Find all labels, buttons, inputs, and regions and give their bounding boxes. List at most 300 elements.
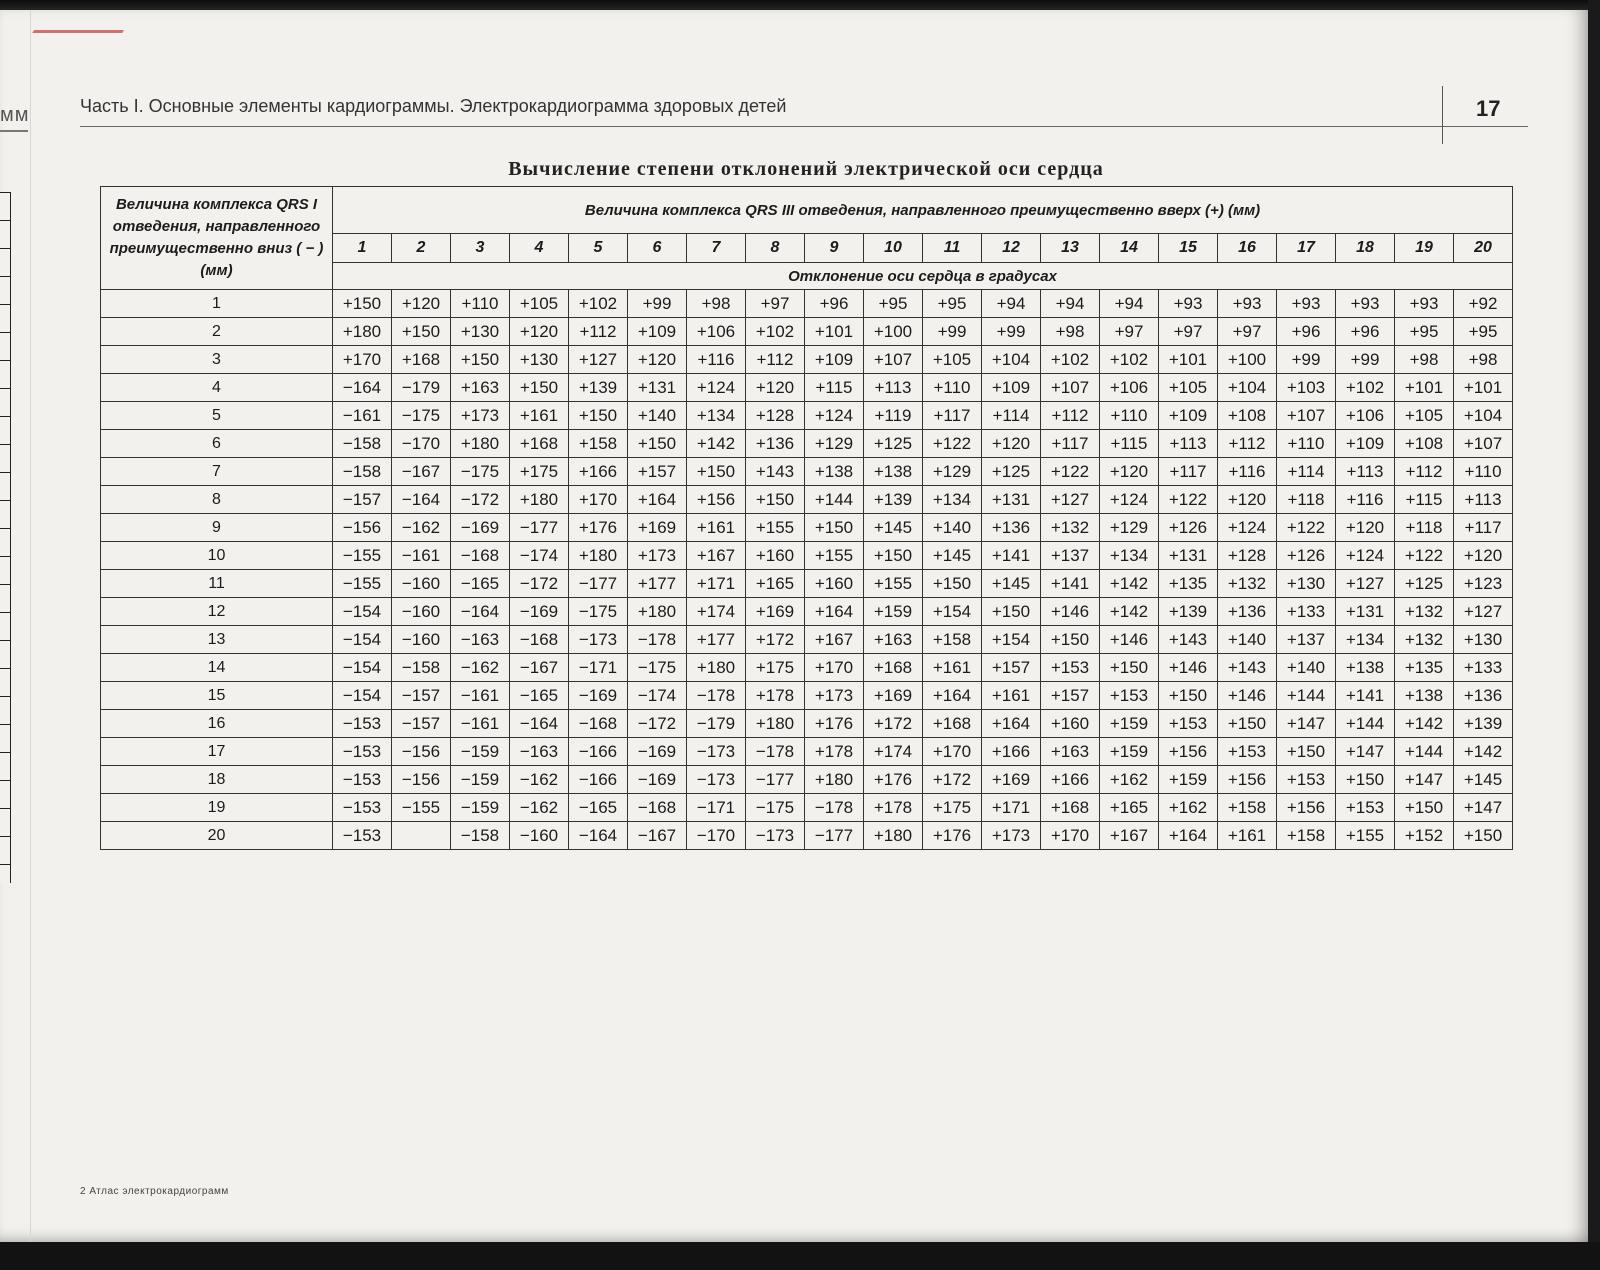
table-cell: −173	[746, 822, 805, 850]
table-cell: +138	[805, 458, 864, 486]
table-cell: +93	[1395, 290, 1454, 318]
table-cell: +170	[923, 738, 982, 766]
table-cell: +96	[805, 290, 864, 318]
table-cell: −154	[333, 598, 392, 626]
table-cell: +141	[1041, 570, 1100, 598]
row-label: 15	[101, 682, 333, 710]
table-cell: +113	[1454, 486, 1513, 514]
table-cell: +164	[923, 682, 982, 710]
table-cell: +150	[982, 598, 1041, 626]
column-number-header: 14	[1100, 234, 1159, 263]
table-cell: +170	[805, 654, 864, 682]
table-cell: +129	[805, 430, 864, 458]
table-cell: +127	[569, 346, 628, 374]
table-cell: +168	[864, 654, 923, 682]
table-cell: +145	[982, 570, 1041, 598]
table-cell: +177	[628, 570, 687, 598]
table-cell: +93	[1218, 290, 1277, 318]
table-cell: +98	[1395, 346, 1454, 374]
row-label: 16	[101, 710, 333, 738]
table-cell: −175	[392, 402, 451, 430]
table-cell: +96	[1336, 318, 1395, 346]
table-cell: +136	[982, 514, 1041, 542]
table-cell: +110	[923, 374, 982, 402]
table-cell: +105	[1159, 374, 1218, 402]
table-cell: +168	[392, 346, 451, 374]
table-cell: +176	[923, 822, 982, 850]
table-cell: −175	[569, 598, 628, 626]
table-cell: −156	[392, 766, 451, 794]
table-cell: +176	[864, 766, 923, 794]
table-cell: +108	[1218, 402, 1277, 430]
table-cell: −168	[451, 542, 510, 570]
row-label: 11	[101, 570, 333, 598]
table-cell: +150	[628, 430, 687, 458]
table-cell: +134	[923, 486, 982, 514]
table-cell: +150	[805, 514, 864, 542]
table-cell: +107	[1277, 402, 1336, 430]
table-cell: +139	[1159, 598, 1218, 626]
table-cell: +140	[1277, 654, 1336, 682]
row-label: 9	[101, 514, 333, 542]
table-cell: +142	[1100, 598, 1159, 626]
table-row	[101, 486, 1513, 514]
table-cell: +120	[746, 374, 805, 402]
table-cell: −164	[333, 374, 392, 402]
table-cell: +122	[923, 430, 982, 458]
column-number-header: 4	[510, 234, 569, 263]
table-cell: +102	[1100, 346, 1159, 374]
table-cell: +147	[1395, 766, 1454, 794]
table-cell: −160	[510, 822, 569, 850]
table-cell: +156	[687, 486, 746, 514]
table-cell: +141	[1336, 682, 1395, 710]
table-cell: +123	[1454, 570, 1513, 598]
table-cell: +136	[1454, 682, 1513, 710]
table-cell: −155	[333, 570, 392, 598]
table-cell: +96	[1277, 318, 1336, 346]
table-cell: +137	[1041, 542, 1100, 570]
table-cell: +130	[1454, 626, 1513, 654]
table-cell: +145	[864, 514, 923, 542]
table-cell: +124	[805, 402, 864, 430]
table-cell: +153	[1336, 794, 1395, 822]
table-cell: +155	[746, 514, 805, 542]
column-number-header: 20	[1454, 234, 1513, 263]
table-row	[101, 430, 1513, 458]
table-cell: +178	[864, 794, 923, 822]
table-cell: +157	[982, 654, 1041, 682]
table-cell: −157	[333, 486, 392, 514]
table-cell: +99	[923, 318, 982, 346]
table-cell: −157	[392, 710, 451, 738]
table-cell: +94	[982, 290, 1041, 318]
table-cell: −169	[569, 682, 628, 710]
table-row	[101, 514, 1513, 542]
table-cell: −164	[451, 598, 510, 626]
table-cell: +110	[451, 290, 510, 318]
table-cell: +101	[1159, 346, 1218, 374]
table-cell: +170	[1041, 822, 1100, 850]
table-cell: +150	[746, 486, 805, 514]
table-cell: +150	[510, 374, 569, 402]
table-cell: +166	[569, 458, 628, 486]
table-cell: +124	[1100, 486, 1159, 514]
table-cell: +97	[1100, 318, 1159, 346]
row-label: 18	[101, 766, 333, 794]
table-cell: +128	[746, 402, 805, 430]
table-row	[101, 654, 1513, 682]
table-cell: +117	[923, 402, 982, 430]
table-row	[101, 710, 1513, 738]
table-title: Вычисление степени отклонений электрической оси сердца	[508, 158, 1104, 180]
table-cell: +158	[1277, 822, 1336, 850]
table-cell: +120	[982, 430, 1041, 458]
column-number-header: 6	[628, 234, 687, 263]
table-cell: +173	[805, 682, 864, 710]
table-cell: −173	[687, 766, 746, 794]
table-cell: −154	[333, 626, 392, 654]
table-cell: −177	[746, 766, 805, 794]
table-cell: +180	[687, 654, 746, 682]
table-cell: +180	[864, 822, 923, 850]
table-cell: +153	[1159, 710, 1218, 738]
table-cell: −158	[333, 458, 392, 486]
table-cell: +180	[628, 598, 687, 626]
table-cell: +150	[1277, 738, 1336, 766]
table-cell: +110	[1277, 430, 1336, 458]
table-cell: −160	[392, 626, 451, 654]
table-cell: +147	[1277, 710, 1336, 738]
table-cell: +120	[1454, 542, 1513, 570]
table-cell: +126	[1159, 514, 1218, 542]
table-cell: +129	[1100, 514, 1159, 542]
header-vertical-rule	[1442, 86, 1443, 144]
table-cell: +102	[1041, 346, 1100, 374]
table-cell: +104	[1218, 374, 1277, 402]
table-cell: +144	[805, 486, 864, 514]
table-cell: +146	[1218, 682, 1277, 710]
table-cell: +172	[923, 766, 982, 794]
table-row	[101, 542, 1513, 570]
previous-page-rule	[0, 130, 28, 132]
table-cell: +150	[1336, 766, 1395, 794]
table-cell: −157	[392, 682, 451, 710]
table-cell: +137	[1277, 626, 1336, 654]
table-cell: +134	[1100, 542, 1159, 570]
table-cell: +94	[1041, 290, 1100, 318]
table-cell: −168	[569, 710, 628, 738]
column-number-header: 10	[864, 234, 923, 263]
table-cell: +152	[1395, 822, 1454, 850]
table-cell: −162	[392, 514, 451, 542]
table-cell: −161	[333, 402, 392, 430]
table-cell: −177	[569, 570, 628, 598]
table-cell: +180	[805, 766, 864, 794]
table-cell: +142	[687, 430, 746, 458]
table-cell: +140	[628, 402, 687, 430]
table-cell: +100	[864, 318, 923, 346]
table-cell: +171	[982, 794, 1041, 822]
table-cell: +127	[1336, 570, 1395, 598]
row-label: 5	[101, 402, 333, 430]
table-cell: −153	[333, 738, 392, 766]
table-cell: +107	[1041, 374, 1100, 402]
table-cell: −170	[687, 822, 746, 850]
table-cell: −178	[805, 794, 864, 822]
table-cell: +107	[864, 346, 923, 374]
page-number: 17	[1476, 96, 1501, 121]
row-label: 3	[101, 346, 333, 374]
table-cell: +105	[923, 346, 982, 374]
table-cell: +142	[1395, 710, 1454, 738]
table-cell: +95	[923, 290, 982, 318]
table-cell: +153	[1100, 682, 1159, 710]
table-cell: +117	[1159, 458, 1218, 486]
table-cell: +112	[569, 318, 628, 346]
table-cell: −169	[451, 514, 510, 542]
table-cell: +109	[628, 318, 687, 346]
table-cell: +147	[1336, 738, 1395, 766]
table-cell: +141	[982, 542, 1041, 570]
table-cell: +175	[923, 794, 982, 822]
table-cell: −179	[392, 374, 451, 402]
table-cell: +150	[1041, 626, 1100, 654]
table-cell: +164	[628, 486, 687, 514]
table-cell: +163	[864, 626, 923, 654]
table-cell: +174	[687, 598, 746, 626]
table-cell: −155	[333, 542, 392, 570]
table-cell: +134	[687, 402, 746, 430]
table-cell: +98	[1041, 318, 1100, 346]
table-cell: −167	[628, 822, 687, 850]
table-cell: −173	[569, 626, 628, 654]
table-cell: +146	[1100, 626, 1159, 654]
row-label: 20	[101, 822, 333, 850]
table-cell: −168	[628, 794, 687, 822]
red-corner-mark	[32, 20, 130, 33]
table-cell: +97	[746, 290, 805, 318]
table-cell: +173	[982, 822, 1041, 850]
table-cell: +115	[805, 374, 864, 402]
table-cell: −167	[392, 458, 451, 486]
table-cell: +144	[1336, 710, 1395, 738]
table-cell: +150	[451, 346, 510, 374]
table-cell: +119	[864, 402, 923, 430]
column-number-header: 13	[1041, 234, 1100, 263]
table-cell: +164	[1159, 822, 1218, 850]
table-cell: −171	[687, 794, 746, 822]
table-cell: −164	[569, 822, 628, 850]
row-label: 1	[101, 290, 333, 318]
table-cell: +160	[746, 542, 805, 570]
table-cell: +112	[1041, 402, 1100, 430]
table-cell: +175	[746, 654, 805, 682]
table-cell: −158	[333, 430, 392, 458]
table-cell: +131	[1336, 598, 1395, 626]
table-cell: +168	[1041, 794, 1100, 822]
table-cell: +169	[864, 682, 923, 710]
table-cell: −178	[628, 626, 687, 654]
table-cell: +120	[1336, 514, 1395, 542]
column-number-header: 1	[333, 234, 392, 263]
table-cell: +112	[1218, 430, 1277, 458]
table-cell: +114	[982, 402, 1041, 430]
table-cell: +166	[1041, 766, 1100, 794]
table-cell: −165	[569, 794, 628, 822]
table-cell: +140	[1218, 626, 1277, 654]
table-cell: +99	[1277, 346, 1336, 374]
table-cell: +150	[1159, 682, 1218, 710]
table-cell: +167	[805, 626, 864, 654]
table-cell: −154	[333, 654, 392, 682]
table-cell: +122	[1395, 542, 1454, 570]
column-number-header: 15	[1159, 234, 1218, 263]
table-cell: +163	[1041, 738, 1100, 766]
row-label: 10	[101, 542, 333, 570]
table-cell: +124	[1336, 542, 1395, 570]
table-cell: +122	[1277, 514, 1336, 542]
table-cell: +150	[864, 542, 923, 570]
table-cell: −175	[451, 458, 510, 486]
column-number-header: 2	[392, 234, 451, 263]
table-cell: +178	[805, 738, 864, 766]
table-row	[101, 626, 1513, 654]
table-cell: +116	[687, 346, 746, 374]
table-cell: +145	[923, 542, 982, 570]
table-cell: +175	[510, 458, 569, 486]
table-cell: +150	[392, 318, 451, 346]
table-cell: −158	[451, 822, 510, 850]
table-cell: +166	[982, 738, 1041, 766]
table-cell: +106	[687, 318, 746, 346]
table-cell: +104	[1454, 402, 1513, 430]
column-number-header: 11	[923, 234, 982, 263]
table-cell: +132	[1218, 570, 1277, 598]
table-row	[101, 766, 1513, 794]
table-cell: +120	[1100, 458, 1159, 486]
table-cell: +101	[805, 318, 864, 346]
table-cell: −162	[451, 654, 510, 682]
table-cell: −156	[392, 738, 451, 766]
table-cell: +160	[1041, 710, 1100, 738]
table-cell: +102	[1336, 374, 1395, 402]
table-cell: +101	[1395, 374, 1454, 402]
table-cell: −169	[510, 598, 569, 626]
table-cell: +128	[1218, 542, 1277, 570]
table-cell: +108	[1395, 430, 1454, 458]
table-cell: +158	[569, 430, 628, 458]
table-cell: +156	[1218, 766, 1277, 794]
table-cell: +118	[1277, 486, 1336, 514]
table-cell: +157	[628, 458, 687, 486]
table-cell: +105	[510, 290, 569, 318]
table-cell: +131	[982, 486, 1041, 514]
table-cell: +147	[1454, 794, 1513, 822]
table-cell: −161	[451, 682, 510, 710]
table-cell: +150	[1100, 654, 1159, 682]
column-number-header: 5	[569, 234, 628, 263]
table-cell: +95	[1395, 318, 1454, 346]
table-cell: −178	[746, 738, 805, 766]
row-label: 2	[101, 318, 333, 346]
table-cell: +129	[923, 458, 982, 486]
table-cell: +136	[1218, 598, 1277, 626]
table-cell: +118	[1395, 514, 1454, 542]
table-cell: +164	[805, 598, 864, 626]
table-cell: +174	[864, 738, 923, 766]
table-cell: −154	[333, 682, 392, 710]
table-cell: +122	[1041, 458, 1100, 486]
table-cell: +94	[1100, 290, 1159, 318]
column-number-header: 12	[982, 234, 1041, 263]
table-cell: +170	[569, 486, 628, 514]
table-cell: +105	[1395, 402, 1454, 430]
table-cell: +120	[392, 290, 451, 318]
table-cell: +117	[1454, 514, 1513, 542]
table-cell: +145	[1454, 766, 1513, 794]
table-cell: −159	[451, 794, 510, 822]
table-row	[101, 682, 1513, 710]
table-cell: +155	[864, 570, 923, 598]
table-cell: +176	[569, 514, 628, 542]
table-cell: +109	[982, 374, 1041, 402]
table-cell: +159	[864, 598, 923, 626]
table-cell: +133	[1277, 598, 1336, 626]
table-cell: +120	[628, 346, 687, 374]
table-cell: +109	[1159, 402, 1218, 430]
table-row	[101, 402, 1513, 430]
table-cell: +139	[1454, 710, 1513, 738]
row-label: 8	[101, 486, 333, 514]
table-cell: +161	[510, 402, 569, 430]
table-cell: +106	[1100, 374, 1159, 402]
table-cell: −153	[333, 766, 392, 794]
table-cell: +159	[1159, 766, 1218, 794]
previous-page-table-edge	[0, 192, 11, 883]
table-cell: +98	[1454, 346, 1513, 374]
table-cell: −161	[451, 710, 510, 738]
table-row	[101, 346, 1513, 374]
table-cell: +169	[982, 766, 1041, 794]
table-cell: +139	[864, 486, 923, 514]
table-cell: −172	[628, 710, 687, 738]
table-row	[101, 318, 1513, 346]
table-cell: +97	[1159, 318, 1218, 346]
table-cell: +150	[1218, 710, 1277, 738]
table-cell: −170	[392, 430, 451, 458]
table-cell: +93	[1277, 290, 1336, 318]
row-label: 7	[101, 458, 333, 486]
table-cell: −175	[746, 794, 805, 822]
table-cell: +161	[1218, 822, 1277, 850]
table-cell: +139	[569, 374, 628, 402]
table-cell: +109	[1336, 430, 1395, 458]
table-cell: +140	[923, 514, 982, 542]
table-cell: +169	[628, 514, 687, 542]
table-cell: −172	[510, 570, 569, 598]
table-cell: −165	[510, 682, 569, 710]
table-row	[101, 794, 1513, 822]
table-row	[101, 290, 1513, 318]
table-cell: +115	[1100, 430, 1159, 458]
table-cell: +159	[1100, 710, 1159, 738]
table-cell: +124	[687, 374, 746, 402]
table-cell: +159	[1100, 738, 1159, 766]
table-cell: +117	[1041, 430, 1100, 458]
table-cell: +144	[1395, 738, 1454, 766]
table-cell: +170	[333, 346, 392, 374]
